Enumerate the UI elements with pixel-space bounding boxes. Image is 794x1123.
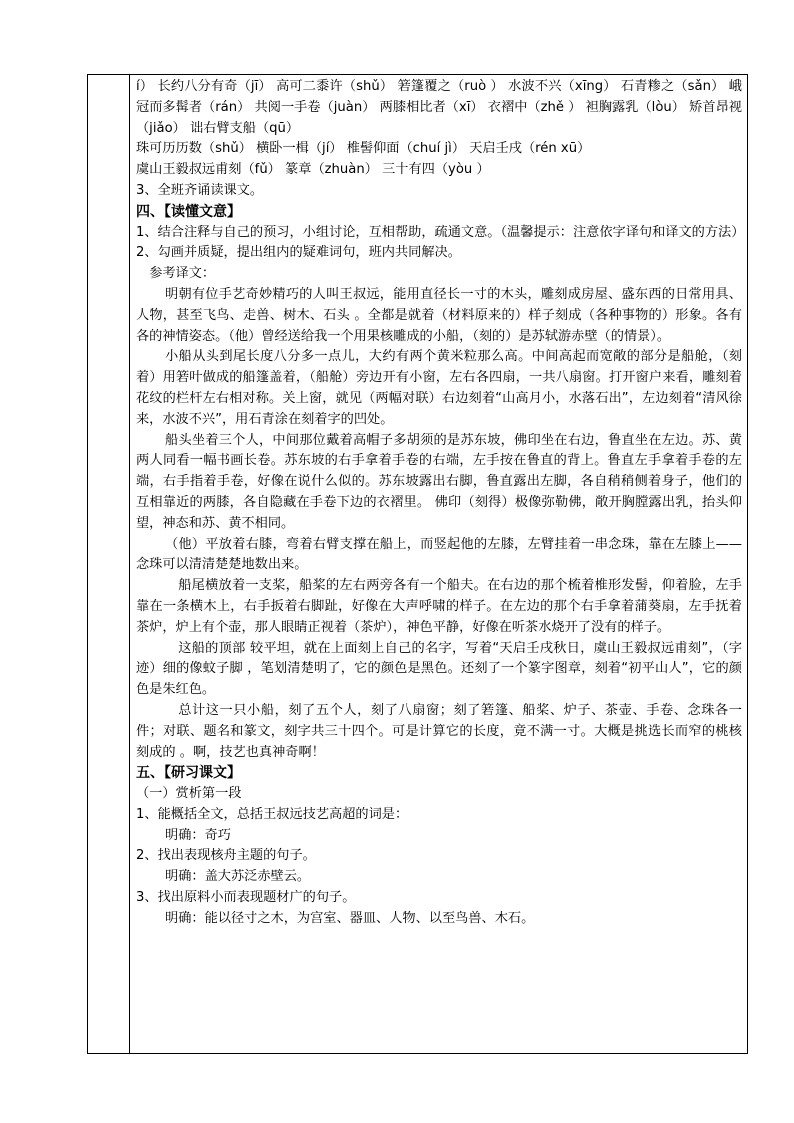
translation-paragraph-1: 明朝有位手艺奇妙精巧的人叫王叔远，能用直径长一寸的木头，雕刻成房屋、盛东西的日常用具、人物，甚至飞鸟、走兽、树木、石头 。全都是就着（材料原来的）样子刻成（各种事物的）形象。各有各的神情姿态。（他）曾经送给我一个用果核雕成的小船，（刻的）是苏轼游赤壁（的情景）。 [136, 286, 742, 344]
question-2: 2、找出表现核舟主题的句子。 [136, 848, 316, 864]
step-4-1: 1、结合注释与自己的预习，小组讨论，互相帮助，疏通文意。（温馨提示：注意依字译句和译文的方法） [136, 224, 745, 240]
translation-paragraph-4: （他）平放着右膝，弯着右臂支撑在船上，而竖起他的左膝，左臂挂着一串念珠，靠在左膝上——念珠可以清清楚楚地数出来。 [136, 536, 742, 573]
translation-paragraph-7: 总计这一只小船，刻了五个人，刻了八扇窗；刻了箬篷、船桨、炉子、茶壶、手卷、念珠各一件；对联、题名和篆文，刻字共三十四个。可是计算它的长度，竟不满一寸。大概是挑选长而窄的桃核刻成的 。啊，技艺也真神奇啊！ [136, 702, 742, 760]
answer-3: 明确：能以径寸之木，为宫室、器皿、人物、以至鸟兽、木石。 [165, 910, 535, 926]
lesson-table [87, 74, 748, 1054]
section-5-heading: 五、【研习课文】 [136, 765, 241, 782]
pinyin-line-1: í） 长约八分有奇（jī） 高可二黍许（shǔ） 箬篷覆之（ruò ） 水波不兴（xīng） 石青糁之（sǎn） 峨冠而多髯者（rán） 共阅一手卷（juàn） 两膝相比者（xī） 衣褶中（zhě ） 袒胸露乳（lòu） 矫首昂视（jiǎo） 诎右臂支船（qū） [136, 79, 742, 136]
step-4-2: 2、勾画并质疑，提出组内的疑难词句，班内共同解决。 [136, 245, 461, 261]
subsection-1: （一）赏析第一段 [136, 786, 242, 802]
translation-paragraph-2: 小船从头到尾长度八分多一点儿，大约有两个黄米粒那么高。中间高起而宽敞的部分是船舱，（刻着）用箬叶做成的船篷盖着，（船舱）旁边开有小窗，左右各四扇，一共八扇窗。打开窗户来看，雕刻着花纹的栏杆左右相对称。关上窗，就见（两幅对联）右边刻着“山高月小，水落石出”，左边刻着“清风徐来，水波不兴”，用石青涂在刻着字的凹处。 [136, 349, 742, 427]
answer-2: 明确：盖大苏泛赤壁云。 [165, 869, 311, 885]
question-3: 3、找出原料小而表现题材广的句子。 [136, 890, 356, 906]
translation-paragraph-3: 船头坐着三个人，中间那位戴着高帽子多胡须的是苏东坡，佛印坐在右边，鲁直坐在左边。苏、黄两人同看一幅书画长卷。苏东坡的右手拿着手卷的右端，左手按在鲁直的背上。鲁直左手拿着手卷的左端，右手指着手卷，好像在说什么似的。苏东坡露出右脚，鲁直露出左脚，各自稍稍侧着身子，他们的互相靠近的两膝，各自隐藏在手卷下边的衣褶里。 佛印（刻得）极像弥勒佛，敞开胸膛露出乳，抬头仰望，神态和苏、黄不相同。 [136, 432, 742, 531]
translation-paragraph-5: 船尾横放着一支桨，船桨的左右两旁各有一个船夫。在右边的那个梳着椎形发髻，仰着脸，左手靠在一条横木上，右手扳着右脚趾，好像在大声呼啸的样子。在左边的那个右手拿着蒲葵扇，左手抚着茶炉，炉上有个壶，那人眼睛正视着（茶炉），神色平静，好像在听茶水烧开了没有的样子。 [136, 578, 742, 635]
translation-paragraph-6: 这船的顶部 较平坦，就在上面刻上自己的名字，写着“天启壬戌秋日，虞山王毅叔远甫刻”，（字迹）细的像蚊子脚 ，笔划清楚明了，它的颜色是黑色。还刻了一个篆字图章，刻着“初平山人”，它的颜色是朱红色。 [136, 640, 742, 698]
answer-1: 明确：奇巧 [165, 827, 231, 843]
reference-translation-label: 参考译文： [149, 266, 216, 282]
left-column [88, 75, 130, 1053]
section-4-heading: 四、【读懂文意】 [136, 203, 241, 220]
pinyin-line-3: 虞山王毅叔远甫刻（fǔ） 篆章（zhuàn） 三十有四（yòu ） [136, 162, 490, 178]
question-1: 1、能概括全文，总括王叔远技艺高超的词是： [136, 806, 409, 822]
lesson-content [136, 77, 745, 930]
step-3: 3、全班齐诵读课文。 [136, 182, 264, 198]
pinyin-line-2: 珠可历历数（shǔ） 横卧一楫（jí） 椎髻仰面（chuí jì） 天启壬戌（rén xū） [136, 141, 591, 157]
